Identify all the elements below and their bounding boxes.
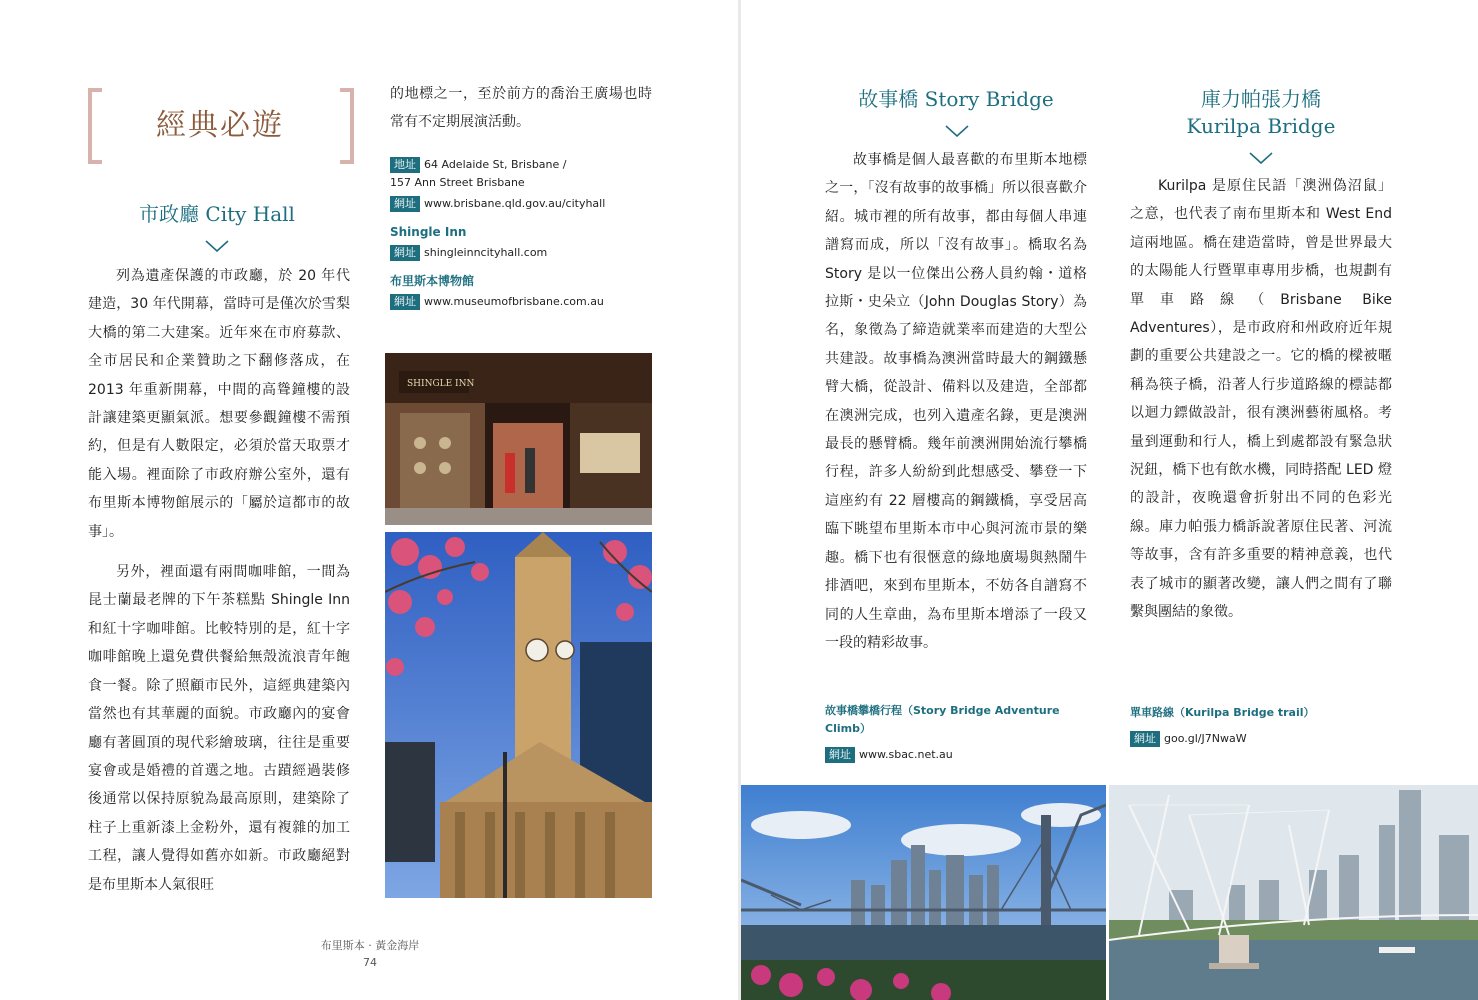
web-tag: 網址	[1130, 731, 1160, 747]
address-row	[390, 156, 652, 174]
kurilpa-url[interactable]: goo.gl/J7NwaW	[1164, 732, 1247, 745]
shingle-sign-text: SHINGLE INN	[407, 379, 475, 389]
city-hall-para-3: 的地標之一，至於前方的喬治王廣場也時常有不定期展演活動。	[390, 86, 652, 131]
web-tag: 網址	[825, 747, 855, 763]
address-tag: 地址	[390, 157, 420, 173]
story-bridge-heading: 故事橋 Story Bridge	[858, 87, 1054, 111]
chevron-down-icon	[1249, 152, 1273, 164]
left-page	[0, 0, 738, 1000]
city-hall-photo	[385, 532, 652, 898]
kurilpa-bridge-photo	[1109, 785, 1478, 1000]
web-tag: 網址	[390, 245, 420, 261]
address-line-1: 64 Adelaide St, Brisbane /	[424, 158, 567, 171]
footer-book-title: 布里斯本 · 黃金海岸	[320, 939, 420, 952]
story-bridge-info-title: 故事橋攀橋行程（Story Bridge Adventure Climb）	[825, 704, 1060, 735]
story-bridge-url[interactable]: www.sbac.net.au	[859, 748, 953, 761]
kurilpa-heading-en: Kurilpa Bridge	[1186, 114, 1336, 138]
title-bracket-right	[340, 88, 354, 164]
story-bridge-para: 故事橋是個人最喜歡的布里斯本地標之一，「沒有故事的故事橋」所以很喜歡介紹。城市裡的所有故事，都由每個人串連譜寫而成，所以「沒有故事」。橋取名為 Story 是以一位傑出公務人員約翰・道格拉斯・史朵立（John Douglas Story）為名，象徵為了締造就業率而建造的大型公共建設。故事橋為澳洲當時最大的鋼鐵懸臂大橋，從設計、備料以及建造，全部都在澳洲完成，也列入遺產名錄，更是澳洲最長的懸臂橋。幾年前澳洲開始流行攀橋行程，許多人紛紛到此想感受、攀登一下這座約有 22 層樓高的鋼鐵橋，享受居高臨下眺望布里斯本市中心與河流市景的樂趣。橋下也有很愜意的綠地廣場與熱鬧牛排酒吧，來到布里斯本，不妨各自譜寫不同的人生章曲，為布里斯本增添了一段又一段的精彩故事。	[825, 152, 1087, 651]
museum-url[interactable]: www.museumofbrisbane.com.au	[424, 295, 604, 308]
chevron-down-icon	[205, 240, 229, 252]
story-bridge-info	[825, 702, 1095, 764]
city-hall-heading: 市政廳 City Hall	[139, 202, 295, 226]
city-hall-info	[390, 156, 652, 311]
page-number: 74	[363, 956, 377, 969]
web-tag: 網址	[390, 294, 420, 310]
chevron-down-icon	[945, 125, 969, 137]
shingle-inn-photo	[385, 353, 652, 525]
city-hall-web-row	[390, 195, 652, 213]
story-bridge-web-row	[825, 746, 1095, 764]
museum-title: 布里斯本博物館	[390, 274, 475, 288]
kurilpa-info	[1130, 704, 1400, 748]
city-hall-body-cont	[390, 80, 652, 137]
kurilpa-web-row	[1130, 730, 1400, 748]
shingle-web-row	[390, 244, 652, 262]
story-bridge-photo	[741, 785, 1106, 1000]
city-hall-para-1: 列為遺產保護的市政廳，於 20 年代建造，30 年代開幕，當時可是僅次於雪梨大橋的第二大建案。近年來在市府募款、全市居民和企業贊助之下翻修落成，在 2013 年重新開幕，中間的高聳鐘樓的設計讓建築更顯氣派。想要參觀鐘樓不需預約，但是有人數限定，必須於當天取票才能入場。裡面除了市政府辦公室外，還有布里斯本博物館展示的「屬於這都市的故事」。	[88, 268, 350, 540]
shingle-inn-title: Shingle Inn	[390, 225, 467, 239]
story-bridge-body	[825, 146, 1087, 657]
kurilpa-heading-zh: 庫力帕張力橋	[1201, 87, 1321, 111]
shingle-url[interactable]: shingleinncityhall.com	[424, 246, 548, 259]
kurilpa-info-title: 單車路線（Kurilpa Bridge trail）	[1130, 706, 1315, 719]
city-hall-url[interactable]: www.brisbane.qld.gov.au/cityhall	[424, 197, 606, 210]
address-line-2: 157 Ann Street Brisbane	[390, 176, 525, 189]
city-hall-para-2: 另外，裡面還有兩間咖啡館，一間為昆士蘭最老牌的下午茶糕點 Shingle Inn 和紅十字咖啡館。比較特別的是，紅十字咖啡館晚上還免費供餐給無殼流浪青年飽食一餐。除了照顧市民外，這經典建築內當然也有其華麗的面貌。市政廳內的宴會廳有著圓頂的現代彩繪玻璃，往往是重要宴會或是婚禮的首選之地。古蹟經過裝修後通常以保持原貌為最高原則，建築除了柱子上重新漆上金粉外，還有複雜的加工工程，讓人覺得如舊亦如新。市政廳絕對是布里斯本人氣很旺	[88, 564, 350, 893]
right-page	[741, 0, 1478, 1000]
section-title: 經典必遊	[156, 108, 284, 143]
kurilpa-body	[1130, 172, 1392, 627]
city-hall-body	[88, 262, 350, 899]
web-tag: 網址	[390, 196, 420, 212]
museum-web-row	[390, 293, 652, 311]
kurilpa-para: Kurilpa 是原住民語「澳洲偽沼鼠」之意，也代表了南布里斯本和 West End 這兩地區。橋在建造當時，曾是世界最大的太陽能人行暨單車專用步橋，也規劃有單車路線（Brisbane Bike Adventures），是市政府和州政府近年規劃的重要公共建設之一。它的橋的樑被暱稱為筷子橋，沿著人行步道路線的標誌都以迴力鏢做設計，很有澳洲藝術風格。考量到運動和行人，橋上到處都設有緊急狀況鈕，橋下也有飲水機，同時搭配 LED 燈的設計，夜晚還會折射出不同的色彩光線。庫力帕張力橋訴說著原住民著、河流等故事，含有許多重要的精神意義，也代表了城市的顯著改變，讓人們之間有了聯繫與團結的象徵。	[1130, 178, 1392, 621]
